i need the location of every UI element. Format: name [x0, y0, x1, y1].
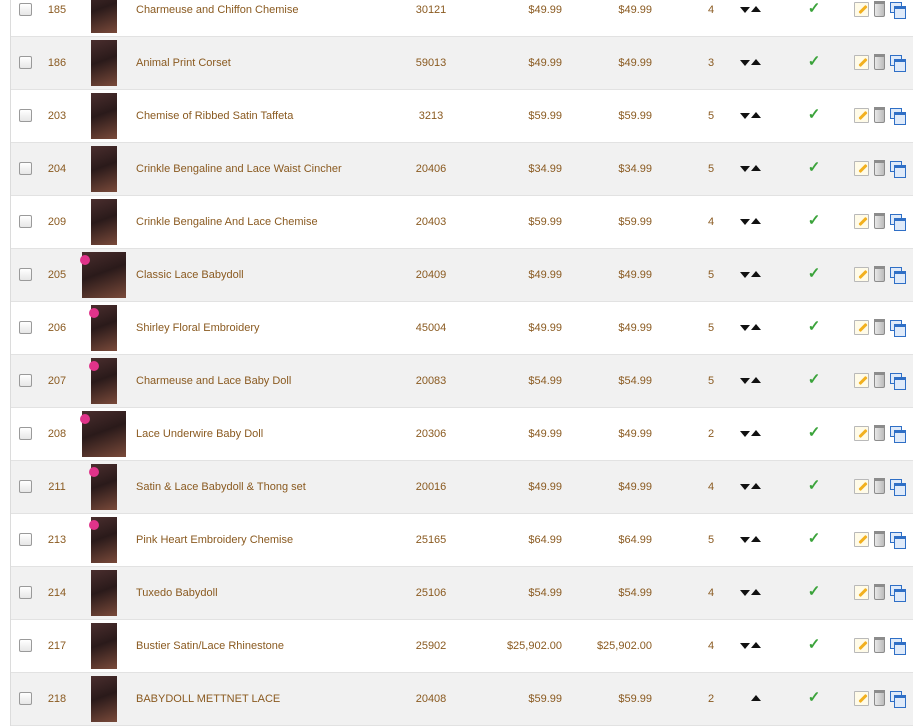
product-price: $64.99	[528, 534, 562, 546]
row-actions	[854, 265, 906, 283]
copy-icon[interactable]	[890, 691, 906, 706]
checkmark-icon[interactable]: ✓	[807, 318, 821, 335]
product-thumbnail[interactable]	[82, 517, 126, 563]
row-select-checkbox[interactable]	[19, 109, 32, 122]
row-actions	[854, 636, 906, 654]
product-name-link[interactable]: Crinkle Bengaline And Lace Chemise	[136, 216, 318, 228]
table-row	[11, 408, 913, 461]
checkmark-icon[interactable]: ✓	[807, 53, 821, 70]
product-model: 25902	[415, 640, 447, 652]
row-actions	[854, 159, 906, 177]
edit-pencil-icon[interactable]	[854, 108, 869, 123]
arrow-down-icon[interactable]	[740, 484, 750, 490]
product-thumbnail[interactable]	[82, 464, 126, 510]
product-name-link[interactable]: Charmeuse and Lace Baby Doll	[136, 375, 292, 387]
checkmark-icon[interactable]: ✓	[807, 477, 821, 494]
table-row	[11, 90, 913, 143]
product-quantity: 4	[707, 4, 715, 16]
product-name-link[interactable]: Lace Underwire Baby Doll	[136, 428, 264, 440]
product-image	[82, 411, 126, 457]
product-id: 211	[48, 481, 66, 493]
arrow-down-icon[interactable]	[740, 643, 750, 649]
product-image	[91, 623, 117, 669]
product-model: 25106	[415, 587, 447, 599]
product-thumbnail[interactable]	[82, 305, 126, 351]
row-actions	[854, 318, 906, 336]
checkmark-icon[interactable]: ✓	[807, 159, 821, 176]
product-price: $54.99	[528, 375, 562, 387]
product-quantity: 5	[707, 110, 715, 122]
copy-icon[interactable]	[890, 532, 906, 547]
table-row	[11, 514, 913, 567]
checkmark-icon[interactable]: ✓	[807, 106, 821, 123]
arrow-up-icon[interactable]	[751, 695, 761, 701]
trash-icon[interactable]	[874, 319, 885, 335]
product-price: $59.99	[528, 110, 562, 122]
arrow-down-icon[interactable]	[740, 272, 750, 278]
row-select-checkbox[interactable]	[19, 480, 32, 493]
product-model: 20408	[415, 693, 447, 705]
trash-icon[interactable]	[874, 690, 885, 706]
product-thumbnail[interactable]	[82, 199, 126, 245]
product-special-price: $64.99	[618, 534, 652, 546]
row-select-checkbox[interactable]	[19, 162, 32, 175]
product-name-link[interactable]: Crinkle Bengaline and Lace Waist Cincher	[136, 163, 342, 175]
product-name-link[interactable]: Animal Print Corset	[136, 57, 231, 69]
product-special-price: $54.99	[618, 375, 652, 387]
product-id: 205	[47, 269, 67, 281]
arrow-up-icon[interactable]	[751, 377, 761, 383]
product-price: $54.99	[528, 587, 562, 599]
product-image	[91, 0, 117, 33]
trash-icon[interactable]	[874, 584, 885, 600]
product-special-price: $59.99	[618, 216, 652, 228]
product-model: 25165	[415, 534, 447, 546]
product-special-price: $49.99	[618, 481, 652, 493]
product-special-price: $59.99	[618, 110, 652, 122]
sort-order-controls	[740, 6, 762, 14]
new-badge-icon	[89, 308, 99, 318]
product-price: $34.99	[528, 163, 562, 175]
edit-pencil-icon[interactable]	[854, 479, 869, 494]
table-row	[11, 567, 913, 620]
row-select-checkbox[interactable]	[19, 321, 32, 334]
product-image	[91, 146, 117, 192]
product-quantity: 2	[707, 693, 715, 705]
product-thumbnail[interactable]	[82, 40, 126, 86]
product-special-price: $49.99	[618, 4, 652, 16]
product-special-price: $59.99	[618, 693, 652, 705]
product-id: 204	[47, 163, 67, 175]
sort-order-controls	[740, 483, 762, 491]
arrow-down-icon[interactable]	[740, 325, 750, 331]
new-badge-icon	[89, 361, 99, 371]
product-price: $59.99	[528, 216, 562, 228]
row-actions	[854, 689, 906, 707]
table-row	[11, 0, 913, 37]
sort-order-controls	[740, 165, 762, 173]
trash-icon[interactable]	[874, 160, 885, 176]
row-actions	[854, 530, 906, 548]
product-quantity: 5	[707, 375, 715, 387]
edit-pencil-icon[interactable]	[854, 426, 869, 441]
row-select-checkbox[interactable]	[19, 268, 32, 281]
arrow-up-icon[interactable]	[751, 536, 761, 542]
trash-icon[interactable]	[874, 266, 885, 282]
arrow-up-icon[interactable]	[751, 271, 761, 277]
product-name-link[interactable]: BABYDOLL METTNET LACE	[136, 693, 281, 705]
sort-order-controls	[740, 377, 762, 385]
arrow-up-icon[interactable]	[751, 324, 761, 330]
table-row	[11, 143, 913, 196]
sort-order-controls	[740, 430, 762, 438]
checkmark-icon[interactable]: ✓	[807, 371, 821, 388]
sort-order-controls	[740, 271, 762, 279]
sort-order-controls	[740, 642, 762, 650]
product-special-price: $49.99	[618, 57, 652, 69]
copy-icon[interactable]	[890, 55, 906, 70]
product-price: $49.99	[528, 269, 562, 281]
product-name-link[interactable]: Shirley Floral Embroidery	[136, 322, 260, 334]
product-thumbnail[interactable]	[82, 358, 126, 404]
product-image	[91, 464, 117, 510]
product-id: 217	[47, 640, 67, 652]
arrow-down-icon[interactable]	[740, 590, 750, 596]
arrow-down-icon[interactable]	[740, 537, 750, 543]
trash-icon[interactable]	[874, 478, 885, 494]
arrow-down-icon[interactable]	[740, 7, 750, 13]
copy-icon[interactable]	[890, 585, 906, 600]
product-id: 209	[47, 216, 67, 228]
product-special-price: $49.99	[618, 322, 652, 334]
product-special-price: $49.99	[618, 428, 652, 440]
trash-icon[interactable]	[874, 107, 885, 123]
product-name-link[interactable]: Chemise of Ribbed Satin Taffeta	[136, 110, 294, 122]
edit-pencil-icon[interactable]	[854, 214, 869, 229]
product-quantity: 4	[707, 587, 715, 599]
row-select-checkbox[interactable]	[19, 586, 32, 599]
product-quantity: 5	[707, 322, 715, 334]
product-special-price: $34.99	[618, 163, 652, 175]
product-quantity: 4	[707, 640, 715, 652]
row-actions	[854, 424, 906, 442]
table-row	[11, 37, 913, 90]
table-row	[11, 249, 913, 302]
arrow-down-icon[interactable]	[740, 219, 750, 225]
product-thumbnail[interactable]	[82, 570, 126, 616]
product-model: 20406	[415, 163, 447, 175]
products-table	[10, 0, 913, 726]
product-id: 206	[47, 322, 67, 334]
checkmark-icon[interactable]: ✓	[807, 583, 821, 600]
product-thumbnail[interactable]	[82, 623, 126, 669]
product-id: 218	[47, 693, 67, 705]
sort-order-controls	[740, 59, 762, 67]
trash-icon[interactable]	[874, 531, 885, 547]
product-name-link[interactable]: Satin & Lace Babydoll & Thong set	[136, 481, 306, 493]
sort-order-controls	[740, 324, 762, 332]
new-badge-icon	[80, 255, 90, 265]
edit-pencil-icon[interactable]	[854, 585, 869, 600]
row-select-checkbox[interactable]	[19, 3, 32, 16]
table-row	[11, 673, 913, 726]
new-badge-icon	[80, 414, 90, 424]
product-thumbnail[interactable]	[82, 252, 126, 298]
row-select-checkbox[interactable]	[19, 215, 32, 228]
arrow-up-icon[interactable]	[751, 218, 761, 224]
product-model: 20403	[415, 216, 447, 228]
product-quantity: 5	[707, 534, 715, 546]
product-image	[91, 93, 117, 139]
copy-icon[interactable]	[890, 320, 906, 335]
product-price: $49.99	[528, 57, 562, 69]
row-actions	[854, 106, 906, 124]
product-id: 207	[47, 375, 67, 387]
edit-pencil-icon[interactable]	[854, 532, 869, 547]
product-model: 20083	[415, 375, 447, 387]
product-id: 203	[47, 110, 67, 122]
arrow-up-icon[interactable]	[751, 589, 761, 595]
product-quantity: 5	[707, 269, 715, 281]
product-price: $25,902.00	[506, 640, 562, 652]
row-actions	[854, 371, 906, 389]
product-thumbnail[interactable]	[82, 146, 126, 192]
row-select-checkbox[interactable]	[19, 56, 32, 69]
arrow-up-icon[interactable]	[751, 642, 761, 648]
row-select-checkbox[interactable]	[19, 374, 32, 387]
product-image	[91, 358, 117, 404]
checkmark-icon[interactable]: ✓	[807, 530, 821, 547]
product-price: $49.99	[528, 322, 562, 334]
checkmark-icon[interactable]: ✓	[807, 689, 821, 706]
product-price: $49.99	[528, 428, 562, 440]
product-id: 185	[47, 4, 67, 16]
product-thumbnail[interactable]	[82, 411, 126, 457]
product-model: 30121	[415, 4, 447, 16]
product-thumbnail[interactable]	[82, 93, 126, 139]
product-price: $49.99	[528, 481, 562, 493]
product-image	[91, 199, 117, 245]
table-row	[11, 620, 913, 673]
product-model: 59013	[415, 57, 447, 69]
sort-order-controls	[740, 536, 762, 544]
product-special-price: $49.99	[618, 269, 652, 281]
arrow-down-icon[interactable]	[740, 113, 750, 119]
product-special-price: $25,902.00	[596, 640, 652, 652]
product-image	[91, 570, 117, 616]
arrow-up-icon[interactable]	[751, 430, 761, 436]
checkmark-icon[interactable]: ✓	[807, 424, 821, 441]
copy-icon[interactable]	[890, 426, 906, 441]
edit-pencil-icon[interactable]	[854, 638, 869, 653]
product-name-link[interactable]: Tuxedo Babydoll	[136, 587, 218, 599]
trash-icon[interactable]	[874, 637, 885, 653]
table-row	[11, 196, 913, 249]
arrow-down-icon[interactable]	[740, 378, 750, 384]
product-id: 214	[47, 587, 67, 599]
product-id: 213	[47, 534, 67, 546]
copy-icon[interactable]	[890, 479, 906, 494]
product-image	[91, 676, 117, 722]
row-actions	[854, 0, 906, 18]
edit-pencil-icon[interactable]	[854, 161, 869, 176]
arrow-down-icon[interactable]	[740, 166, 750, 172]
row-actions	[854, 212, 906, 230]
arrow-up-icon[interactable]	[751, 112, 761, 118]
product-name-link[interactable]: Charmeuse and Chiffon Chemise	[136, 4, 299, 16]
arrow-down-icon[interactable]	[740, 60, 750, 66]
row-actions	[854, 53, 906, 71]
product-price: $59.99	[528, 693, 562, 705]
product-name-link[interactable]: Classic Lace Babydoll	[136, 269, 244, 281]
product-quantity: 5	[707, 163, 715, 175]
arrow-up-icon[interactable]	[751, 165, 761, 171]
product-image	[91, 40, 117, 86]
product-price: $49.99	[528, 4, 562, 16]
product-model: 3213	[418, 110, 444, 122]
trash-icon[interactable]	[874, 213, 885, 229]
checkmark-icon[interactable]: ✓	[807, 212, 821, 229]
arrow-up-icon[interactable]	[751, 6, 761, 12]
new-badge-icon	[89, 520, 99, 530]
sort-order-controls	[740, 218, 762, 226]
copy-icon[interactable]	[890, 2, 906, 17]
product-image	[91, 305, 117, 351]
product-image	[91, 517, 117, 563]
edit-pencil-icon[interactable]	[854, 55, 869, 70]
product-quantity: 2	[707, 428, 715, 440]
copy-icon[interactable]	[890, 373, 906, 388]
edit-pencil-icon[interactable]	[854, 320, 869, 335]
product-special-price: $54.99	[618, 587, 652, 599]
product-quantity: 4	[707, 216, 715, 228]
sort-order-controls	[740, 112, 762, 120]
sort-order-controls	[740, 695, 762, 703]
checkmark-icon[interactable]: ✓	[807, 636, 821, 653]
trash-icon[interactable]	[874, 54, 885, 70]
copy-icon[interactable]	[890, 161, 906, 176]
copy-icon[interactable]	[890, 638, 906, 653]
row-select-checkbox[interactable]	[19, 639, 32, 652]
product-model: 45004	[415, 322, 447, 334]
arrow-down-icon[interactable]	[740, 431, 750, 437]
trash-icon[interactable]	[874, 372, 885, 388]
checkmark-icon[interactable]: ✓	[807, 0, 821, 17]
sort-order-controls	[740, 589, 762, 597]
product-image	[82, 252, 126, 298]
copy-icon[interactable]	[890, 108, 906, 123]
row-actions	[854, 477, 906, 495]
edit-pencil-icon[interactable]	[854, 373, 869, 388]
copy-icon[interactable]	[890, 267, 906, 282]
arrow-up-icon[interactable]	[751, 59, 761, 65]
product-id: 186	[47, 57, 67, 69]
row-select-checkbox[interactable]	[19, 692, 32, 705]
product-model: 20306	[415, 428, 447, 440]
checkmark-icon[interactable]: ✓	[807, 265, 821, 282]
product-model: 20409	[415, 269, 447, 281]
table-row	[11, 302, 913, 355]
product-thumbnail[interactable]	[82, 676, 126, 722]
product-quantity: 3	[707, 57, 715, 69]
product-thumbnail[interactable]	[82, 0, 126, 33]
product-name-link[interactable]: Pink Heart Embroidery Chemise	[136, 534, 294, 546]
product-model: 20016	[415, 481, 447, 493]
copy-icon[interactable]	[890, 214, 906, 229]
row-select-checkbox[interactable]	[19, 427, 32, 440]
table-row	[11, 461, 913, 514]
edit-pencil-icon[interactable]	[854, 267, 869, 282]
product-quantity: 4	[707, 481, 715, 493]
edit-pencil-icon[interactable]	[854, 691, 869, 706]
trash-icon[interactable]	[874, 425, 885, 441]
trash-icon[interactable]	[874, 1, 885, 17]
new-badge-icon	[89, 467, 99, 477]
table-row	[11, 355, 913, 408]
product-id: 208	[47, 428, 67, 440]
product-name-link[interactable]: Bustier Satin/Lace Rhinestone	[136, 640, 284, 652]
arrow-up-icon[interactable]	[751, 483, 761, 489]
row-select-checkbox[interactable]	[19, 533, 32, 546]
edit-pencil-icon[interactable]	[854, 2, 869, 17]
row-actions	[854, 583, 906, 601]
